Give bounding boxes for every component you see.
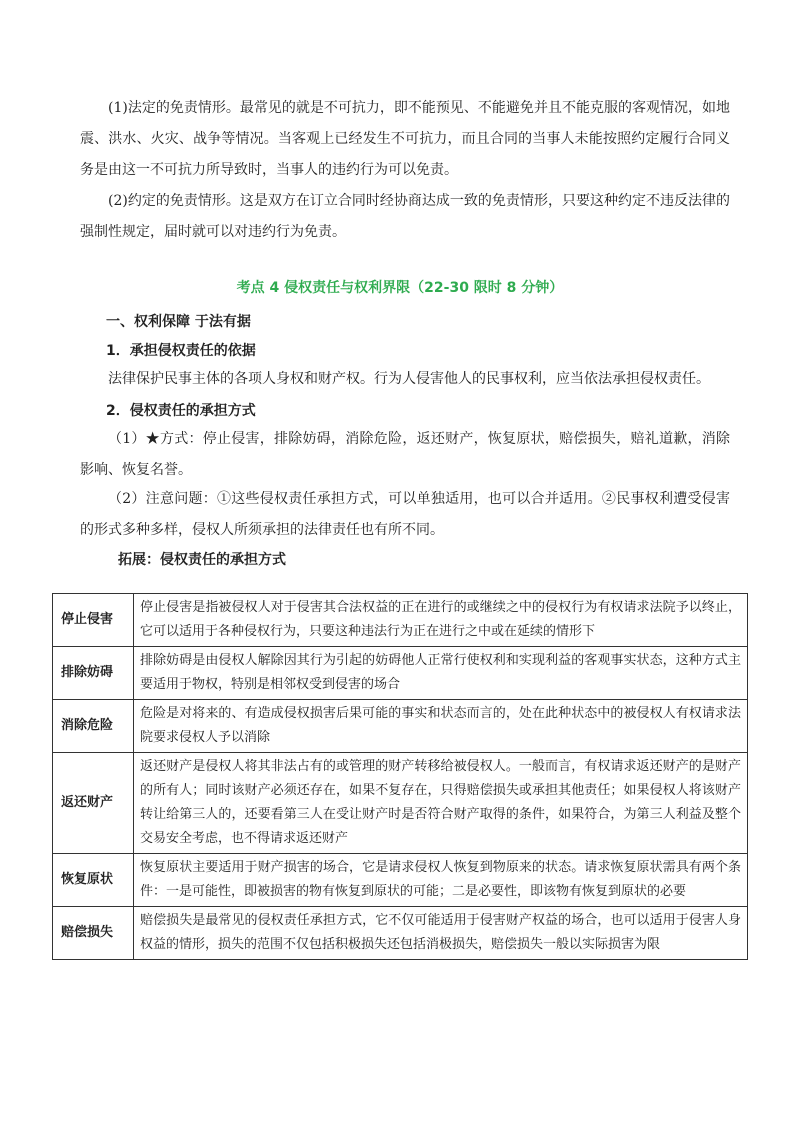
heading-basis: 1．承担侵权责任的依据 — [106, 343, 256, 359]
heading-extension: 拓展：侵权责任的承担方式 — [118, 552, 286, 568]
paragraph-methods: （1）★方式：停止侵害，排除妨碍，消除危险，返还财产，恢复原状，赔偿损失，赔礼道歉，消除影响、恢复名誉。 — [80, 431, 730, 478]
paragraph-basis: 法律保护民事主体的各项人身权和财产权。行为人侵害他人的民事权利，应当依法承担侵权责任。 — [108, 371, 710, 387]
table-row — [53, 854, 748, 907]
table-term: 排除妨碍 — [53, 647, 134, 700]
tort-liability-table — [52, 593, 748, 960]
table-row — [53, 594, 748, 647]
table-term: 赔偿损失 — [53, 907, 134, 960]
table-term: 消除危险 — [53, 700, 134, 753]
heading-methods: 2．侵权责任的承担方式 — [106, 403, 256, 419]
table-row — [53, 647, 748, 700]
table-description: 恢复原状主要适用于财产损害的场合，它是请求侵权人恢复到物原来的状态。请求恢复原状需具有两个条件：一是可能性，即被损害的物有恢复到原状的可能；二是必要性，即该物有恢复到原状的必要 — [134, 854, 748, 907]
table-term: 返还财产 — [53, 753, 134, 854]
table-description: 返还财产是侵权人将其非法占有的或管理的财产转移给被侵权人。一般而言，有权请求返还财产的是财产的所有人；同时该财产必须还存在，如果不复存在，只得赔偿损失或承担其他责任；如果侵权人将该财产转让给第三人的，还要看第三人在受让财产时是否符合财产取得的条件，如果符合，为第三人利益及整个交易安全考虑，也不得请求返还财产 — [134, 753, 748, 854]
table-description: 赔偿损失是最常见的侵权责任承担方式，它不仅可能适用于侵害财产权益的场合，也可以适用于侵害人身权益的情形，损失的范围不仅包括积极损失还包括消极损失，赔偿损失一般以实际损害为限 — [134, 907, 748, 960]
table-term: 恢复原状 — [53, 854, 134, 907]
table-term: 停止侵害 — [53, 594, 134, 647]
paragraph-notes: （2）注意问题：①这些侵权责任承担方式，可以单独适用，也可以合并适用。②民事权利遭受侵害的形式多种多样，侵权人所须承担的法律责任也有所不同。 — [80, 491, 730, 538]
section-title: 考点 4 侵权责任与权利界限（22-30 限时 8 分钟） — [236, 280, 564, 296]
heading-rights-protection: 一、权利保障 于法有据 — [106, 314, 251, 330]
paragraph-agreed-exemption: (2)约定的免责情形。这是双方在订立合同时经协商达成一致的免责情形，只要这种约定不违反法律的强制性规定，届时就可以对违约行为免责。 — [80, 193, 730, 240]
table-row — [53, 907, 748, 960]
table-description: 危险是对将来的、有造成侵权损害后果可能的事实和状态而言的，处在此种状态中的被侵权人有权请求法院要求侵权人予以消除 — [134, 700, 748, 753]
table-description: 停止侵害是指被侵权人对于侵害其合法权益的正在进行的或继续之中的侵权行为有权请求法院予以终止，它可以适用于各种侵权行为，只要这种违法行为正在进行之中或在延续的情形下 — [134, 594, 748, 647]
table-row — [53, 753, 748, 854]
table-row — [53, 700, 748, 753]
table-description: 排除妨碍是由侵权人解除因其行为引起的妨碍他人正常行使权利和实现利益的客观事实状态，这种方式主要适用于物权，特别是相邻权受到侵害的场合 — [134, 647, 748, 700]
paragraph-statutory-exemption: (1)法定的免责情形。最常见的就是不可抗力，即不能预见、不能避免并且不能克服的客观情况，如地震、洪水、火灾、战争等情况。当客观上已经发生不可抗力，而且合同的当事人未能按照约定履行合同义务是由这一不可抗力所导致时，当事人的违约行为可以免责。 — [80, 100, 730, 178]
